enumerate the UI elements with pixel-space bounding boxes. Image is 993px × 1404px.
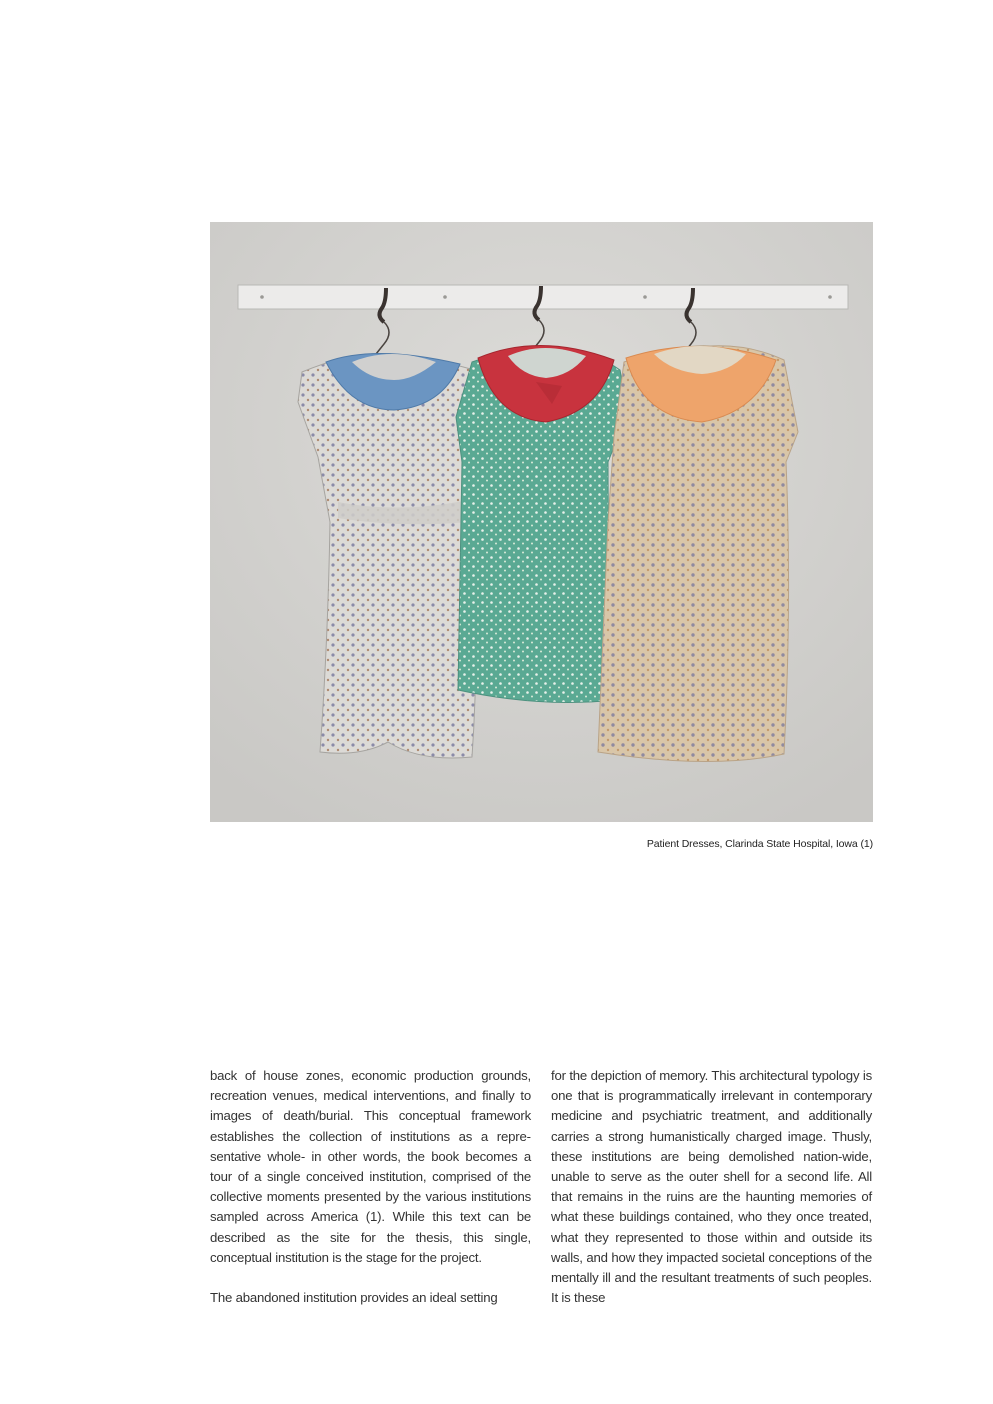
paragraph: back of house zones, economic production grounds, recreation venues, medical interventions, and finally to images of death/burial. This conceptual framework establishes the collection of institutions as a representative whole- in other words, the book becomes a tour of a single conceived institution, comprised of the collective moments presented by the various institutions sampled across America (1). While this text can be described as the site for the thesis, this single, conceptual institution is the stage for the project. xyxy=(210,1068,531,1265)
dresses-illustration xyxy=(210,222,873,822)
paragraph: The abandoned institution provides an ideal setting xyxy=(210,1290,498,1306)
body-text-right-column xyxy=(551,1066,872,1308)
hanging-rail xyxy=(238,285,848,309)
paragraph: for the depiction of memory. This architectural typology is one that is programmatically irrelevant in contemporary medicine and psychiatric treatment, and additionally carries a strong humanistically charged image. Thusly, these institutions are being demolished nation-wide, unable to serve as the outer shell for a second life. All that remains in the ruins are the haunting memories of what these buildings contained, who they once treated, what they represented to those within and outside its walls, and how they impacted societal conceptions of the mentally ill and the resultant treatments of such peoples. It is these xyxy=(551,1068,872,1306)
figure-caption: Patient Dresses, Clarinda State Hospital, Iowa (1) xyxy=(646,838,873,850)
dress-right xyxy=(598,346,798,762)
body-text-left-column xyxy=(210,1066,531,1308)
patient-dresses-photo xyxy=(210,222,873,822)
